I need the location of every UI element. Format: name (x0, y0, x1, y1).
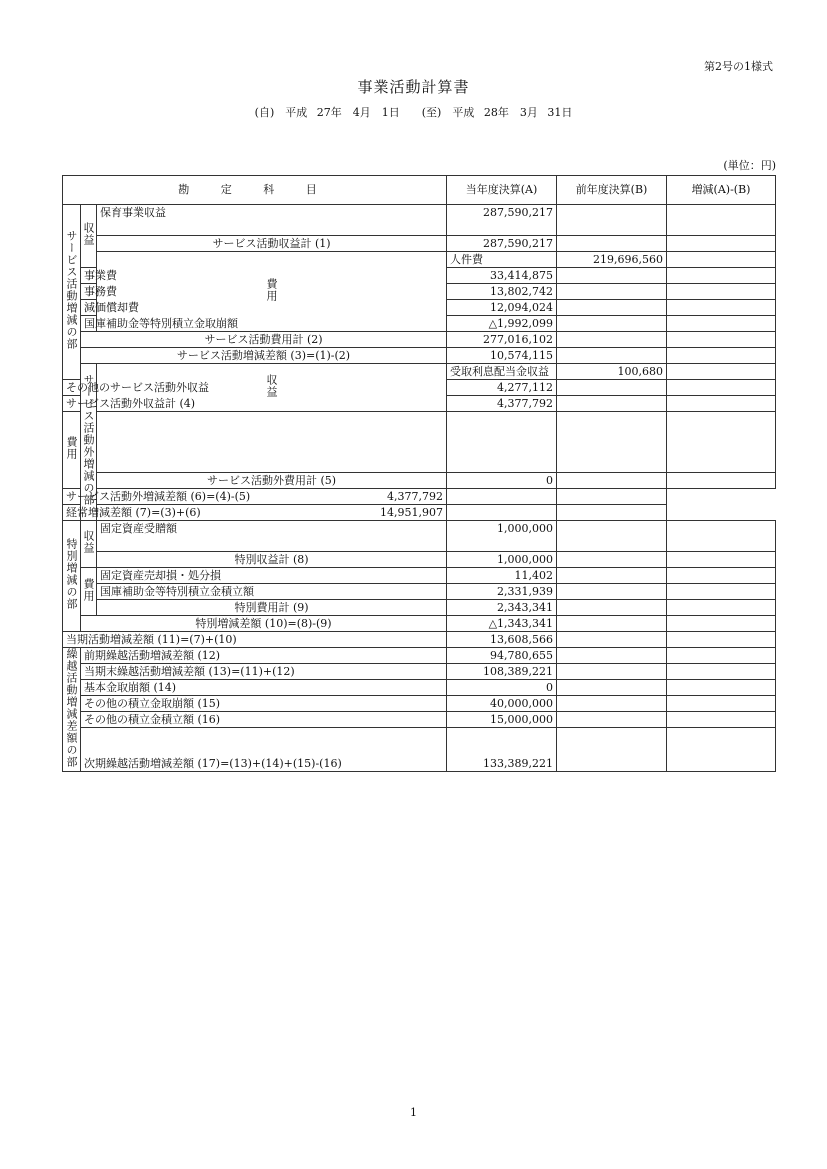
row-current: 277,016,102 (447, 332, 557, 348)
row-diff (667, 664, 776, 680)
row-previous (557, 205, 667, 236)
row-current: 94,780,655 (447, 648, 557, 664)
row-label: 事業費 (81, 268, 97, 284)
row-current: 219,696,560 (557, 252, 667, 268)
currency-unit: (単位：円) (723, 159, 776, 172)
document-title: 事業活動計算書 (357, 78, 470, 96)
table-row (63, 756, 776, 772)
row-current: 4,377,792 (447, 396, 557, 412)
row-previous (557, 680, 667, 696)
row-diff (667, 521, 776, 552)
table-row (63, 205, 776, 236)
row-diff (667, 616, 776, 632)
row-current (447, 728, 557, 757)
row-previous (447, 505, 557, 521)
row-diff (667, 712, 776, 728)
row-current: 14,951,907 (97, 505, 447, 521)
row-label: 次期繰越活動増減差額 (17)=(13)+(14)+(15)-(16) (81, 756, 447, 772)
row-previous (557, 396, 667, 412)
row-label: 国庫補助金等特別積立金積立額 (97, 584, 447, 600)
row-current: 33,414,875 (447, 268, 557, 284)
row-label-empty (81, 728, 447, 757)
row-label: 国庫補助金等特別積立金取崩額 (81, 316, 97, 332)
row-current: 1,000,000 (447, 521, 557, 552)
row-previous (557, 648, 667, 664)
income-statement-table (62, 175, 776, 772)
row-previous (557, 300, 667, 316)
row-diff (667, 205, 776, 236)
header-difference: 増減(A)-(B) (667, 176, 776, 205)
row-current (447, 412, 557, 473)
row-label: 人件費 (447, 252, 557, 268)
table-row (63, 412, 776, 473)
sub-label-revenue: 収益 (81, 205, 97, 268)
row-previous (557, 284, 667, 300)
table-row (63, 489, 776, 505)
row-previous (447, 489, 557, 505)
row-label: 経常増減差額 (7)=(3)+(6) (63, 505, 97, 521)
row-label: サービス活動収益計 (1) (97, 236, 447, 252)
row-diff (557, 505, 667, 521)
row-previous (557, 756, 667, 772)
row-previous (557, 568, 667, 584)
table-row (63, 728, 776, 757)
row-current: △1,992,099 (447, 316, 557, 332)
row-previous (557, 332, 667, 348)
row-previous (557, 473, 667, 489)
row-previous (557, 712, 667, 728)
table-row (63, 505, 776, 521)
row-previous (557, 664, 667, 680)
table-row (63, 696, 776, 712)
row-previous (557, 728, 667, 757)
row-label: その他の積立金取崩額 (15) (81, 696, 447, 712)
row-label: 当期末繰越活動増減差額 (13)=(11)+(12) (81, 664, 447, 680)
row-current: 4,377,792 (97, 489, 447, 505)
row-previous (557, 552, 667, 568)
row-diff (667, 396, 776, 412)
sub-label-revenue: 収益 (97, 364, 447, 412)
table-row (63, 236, 776, 252)
row-current: 13,608,566 (447, 632, 557, 648)
row-diff (667, 284, 776, 300)
row-label: 当期活動増減差額 (11)=(7)+(10) (63, 632, 447, 648)
table-row (63, 632, 776, 648)
row-previous (557, 600, 667, 616)
row-label: 固定資産売却損・処分損 (97, 568, 447, 584)
row-diff (667, 600, 776, 616)
row-previous (557, 236, 667, 252)
header-previous-year: 前年度決算(B) (557, 176, 667, 205)
row-current: 2,331,939 (447, 584, 557, 600)
row-diff (667, 696, 776, 712)
table-row (63, 521, 776, 552)
row-diff (667, 568, 776, 584)
section-label-non-service: サービス活動外増減の部 (81, 364, 97, 521)
table-row (63, 568, 776, 584)
row-previous (557, 616, 667, 632)
row-current: 133,389,221 (447, 756, 557, 772)
row-previous (557, 521, 667, 552)
table-row (63, 648, 776, 664)
table-row (63, 680, 776, 696)
table-row (63, 600, 776, 616)
row-label: 保育事業収益 (97, 205, 447, 236)
header-account: 勘 定 科 目 (63, 176, 447, 205)
row-previous (557, 316, 667, 332)
row-previous (557, 412, 667, 473)
table-row (63, 552, 776, 568)
row-label: 減価償却費 (81, 300, 97, 316)
form-number: 第2号の1様式 (704, 60, 773, 73)
row-label: サービス活動増減差額 (3)=(1)-(2) (81, 348, 447, 364)
row-label: サービス活動外収益計 (4) (63, 396, 81, 412)
row-current: △1,343,341 (447, 616, 557, 632)
row-current: 0 (447, 680, 557, 696)
page-number: 1 (410, 1106, 417, 1119)
row-current: 10,574,115 (447, 348, 557, 364)
row-diff (667, 584, 776, 600)
row-diff (667, 316, 776, 332)
row-current: 108,389,221 (447, 664, 557, 680)
row-diff (667, 680, 776, 696)
row-current: 100,680 (557, 364, 667, 380)
row-diff (667, 380, 776, 396)
row-diff (667, 648, 776, 664)
table-row (63, 348, 776, 364)
row-current: 40,000,000 (447, 696, 557, 712)
row-current: 287,590,217 (447, 236, 557, 252)
row-previous (557, 584, 667, 600)
row-diff (667, 412, 776, 473)
row-current: 4,277,112 (447, 380, 557, 396)
row-label: 基本金取崩額 (14) (81, 680, 447, 696)
row-previous (557, 696, 667, 712)
row-current: 11,402 (447, 568, 557, 584)
row-diff (667, 348, 776, 364)
row-diff (667, 728, 776, 757)
sub-label-revenue: 収益 (81, 521, 97, 568)
table-row (63, 332, 776, 348)
row-label: サービス活動外増減差額 (6)=(4)-(5) (63, 489, 97, 505)
row-diff (667, 756, 776, 772)
table-header-row (63, 176, 776, 205)
row-previous (557, 268, 667, 284)
row-previous (557, 348, 667, 364)
row-current: 287,590,217 (447, 205, 557, 236)
sub-label-expense: 費用 (97, 252, 447, 332)
table-row (63, 664, 776, 680)
row-previous (557, 632, 667, 648)
row-label: サービス活動外費用計 (5) (97, 473, 447, 489)
row-current: 12,094,024 (447, 300, 557, 316)
row-label: 特別収益計 (8) (97, 552, 447, 568)
row-diff (667, 300, 776, 316)
table-row (63, 364, 776, 380)
row-label: 特別費用計 (9) (97, 600, 447, 616)
row-current: 1,000,000 (447, 552, 557, 568)
section-label-service: サービス活動増減の部 (63, 205, 81, 380)
row-current: 2,343,341 (447, 600, 557, 616)
row-previous (667, 364, 776, 380)
header-current-year: 当年度決算(A) (447, 176, 557, 205)
section-label-special: 特別増減の部 (63, 521, 81, 632)
row-previous (557, 380, 667, 396)
sub-label-expense: 費用 (81, 568, 97, 616)
row-label: 事務費 (81, 284, 97, 300)
row-label-empty (97, 412, 447, 473)
table-row (63, 584, 776, 600)
section-label-carryover: 繰越活動増減差額の部 (63, 648, 81, 772)
row-diff (667, 473, 776, 489)
row-diff (667, 268, 776, 284)
row-label: 前期繰越活動増減差額 (12) (81, 648, 447, 664)
row-diff (667, 552, 776, 568)
row-diff (557, 489, 667, 505)
fiscal-period: (自) 平成 27年 4月 1日 (至) 平成 28年 3月 31日 (254, 106, 573, 119)
row-label: 特別増減差額 (10)=(8)-(9) (81, 616, 447, 632)
row-label: 受取利息配当金収益 (447, 364, 557, 380)
row-label: 固定資産受贈額 (97, 521, 447, 552)
table-row (63, 473, 776, 489)
table-row (63, 712, 776, 728)
row-label: その他のサービス活動外収益 (63, 380, 81, 396)
row-label: サービス活動費用計 (2) (81, 332, 447, 348)
sub-label-expense: 費用 (63, 412, 81, 489)
table-row (63, 616, 776, 632)
row-current: 13,802,742 (447, 284, 557, 300)
table-row (63, 252, 776, 268)
row-previous (667, 252, 776, 268)
row-current: 15,000,000 (447, 712, 557, 728)
row-current: 0 (447, 473, 557, 489)
row-diff (667, 332, 776, 348)
row-diff (667, 236, 776, 252)
row-diff (667, 632, 776, 648)
row-label: その他の積立金積立額 (16) (81, 712, 447, 728)
